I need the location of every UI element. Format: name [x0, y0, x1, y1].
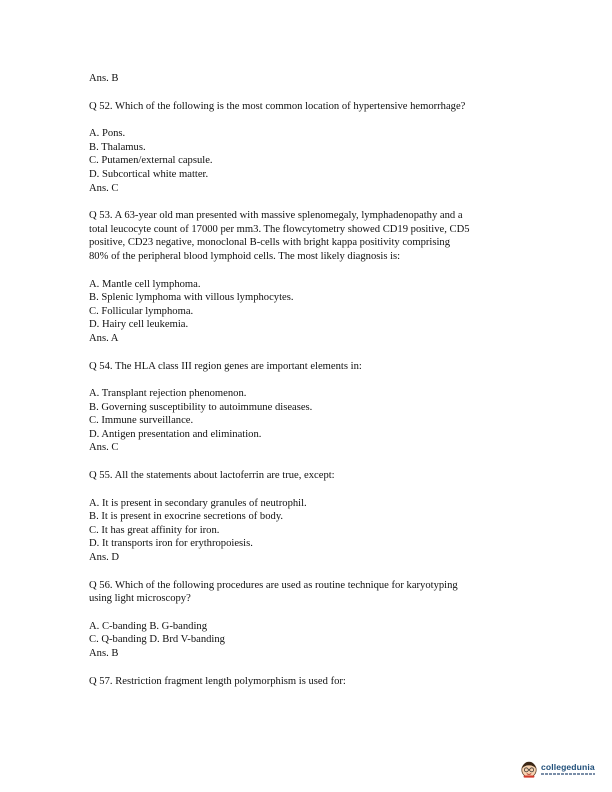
collegedunia-mascot-icon — [520, 760, 538, 778]
question-55-text: Q 55. All the statements about lactoferrin are true, except: — [89, 470, 335, 482]
question-56-text — [89, 579, 529, 606]
question-56-option-cd: C. Q-banding D. Brd V-banding — [89, 634, 225, 646]
question-52-option-d: D. Subcortical white matter. — [89, 168, 209, 180]
question-56-answer: Ans. B — [89, 648, 119, 659]
question-55-option-b: B. It is present in exocrine secretions of body. — [89, 511, 284, 523]
question-53-option-b: B. Splenic lymphoma with villous lymphocytes. — [89, 292, 294, 304]
question-57 — [89, 675, 529, 689]
question-54-text: Q 54. The HLA class III region genes are important elements in: — [89, 360, 362, 372]
question-53 — [89, 209, 529, 345]
question-52-text: Q 52. Which of the following is the most common location of hypertensive hemorrhage? — [89, 100, 466, 112]
question-54-option-b: B. Governing susceptibility to autoimmune diseases. — [89, 401, 313, 413]
question-57-text: Q 57. Restriction fragment length polymorphism is used for: — [89, 675, 346, 687]
question-54-option-a: A. Transplant rejection phenomenon. — [89, 388, 247, 400]
question-55-answer: Ans. D — [89, 552, 120, 564]
question-52-answer: Ans. C — [89, 182, 119, 194]
question-53-option-d: D. Hairy cell leukemia. — [89, 319, 189, 331]
question-52-option-c: C. Putamen/external capsule. — [89, 155, 213, 167]
question-54-option-d: D. Antigen presentation and elimination. — [89, 428, 262, 440]
question-55-option-c: C. It has great affinity for iron. — [89, 524, 220, 536]
page-content — [89, 72, 529, 702]
collegedunia-logo[interactable] — [520, 756, 600, 782]
question-53-text-line: 80% of the peripheral blood lymphoid cells. The most likely diagnosis is: — [89, 250, 401, 262]
question-52-option-b: B. Thalamus. — [89, 141, 146, 153]
collegedunia-tagline-strip — [541, 773, 595, 775]
collegedunia-wordmark — [541, 763, 595, 776]
question-53-text-line: positive, CD23 negative, monoclonal B-cells with bright kappa positivity comprising — [89, 237, 451, 249]
question-54-option-c: C. Immune surveillance. — [89, 415, 194, 427]
question-54-answer: Ans. C — [89, 442, 119, 454]
question-53-option-c: C. Follicular lymphoma. — [89, 305, 194, 317]
question-53-answer: Ans. A — [89, 332, 119, 344]
question-53-text — [89, 209, 529, 263]
question-56-option-ab: A. C-banding B. G-banding — [89, 620, 207, 632]
question-52 — [89, 100, 529, 196]
answer-previous: Ans. B — [89, 73, 119, 84]
collegedunia-name: collegedunia — [541, 761, 595, 772]
question-53-option-a: A. Mantle cell lymphoma. — [89, 278, 201, 290]
question-53-text-line: total leucocyte count of 17000 per mm3. The flowcytometry showed CD19 positive, CD5 — [89, 223, 470, 235]
question-55 — [89, 469, 529, 565]
question-53-text-line: Q 53. A 63-year old man presented with massive splenomegaly, lymphadenopathy and a — [89, 210, 463, 222]
question-52-option-a: A. Pons. — [89, 128, 126, 140]
question-54 — [89, 360, 529, 456]
question-56 — [89, 579, 529, 661]
question-56-text-line: using light microscopy? — [89, 593, 191, 605]
question-55-option-a: A. It is present in secondary granules of neutrophil. — [89, 497, 307, 509]
question-55-option-d: D. It transports iron for erythropoiesis. — [89, 538, 253, 550]
question-56-text-line: Q 56. Which of the following procedures are used as routine technique for karyotyping — [89, 579, 458, 591]
